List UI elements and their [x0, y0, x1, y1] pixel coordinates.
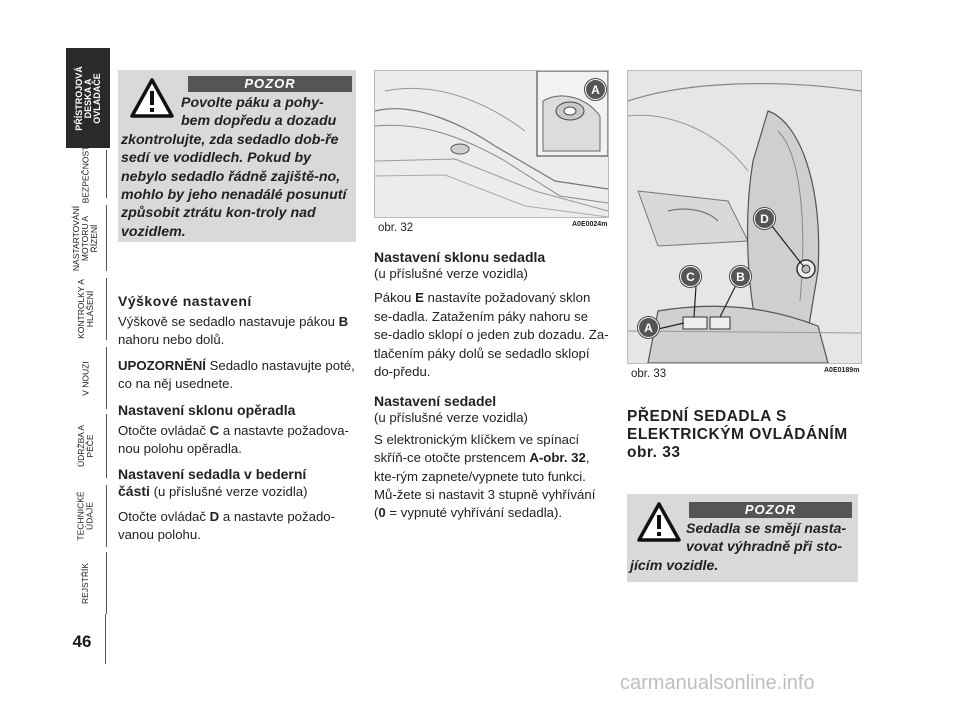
paragraph-heat-variant: (u příslušné verze vozidla) [374, 410, 528, 426]
section-title-line: obr. 33 [627, 444, 681, 461]
paragraph-note [118, 357, 358, 394]
figure-32 [374, 70, 609, 218]
tab-label: V NOUZI [80, 360, 91, 396]
callout-d: D [754, 208, 775, 229]
text: nahoru nebo dolů. [118, 332, 225, 348]
text: Otočte ovládač [118, 508, 210, 524]
watermark: carmanualsonline.info [620, 672, 815, 694]
chapter-sidebar [0, 0, 110, 709]
text: Výškově se sedadlo nastavuje pákou [118, 314, 339, 329]
tab-label: NASTARTOVÁNÍ MOTORU A ŘÍZENÍ [71, 205, 100, 271]
heading-seat-tilt: Nastavení sklonu sedadla [374, 249, 546, 265]
text: Pákou [374, 290, 416, 306]
left-column [118, 293, 358, 545]
warning-line: bem dopředu a dozadu [181, 113, 337, 130]
heading-seat-heating: Nastavení sedadel [374, 393, 497, 410]
tab-bezpecnost[interactable] [66, 145, 107, 203]
section-title [627, 408, 867, 462]
warning-line: Sedadla se smějí nasta- [686, 521, 847, 537]
tab-v-nouzi[interactable] [66, 347, 107, 409]
middle-column [374, 249, 610, 523]
paragraph-height [118, 313, 358, 350]
callout-a: A [585, 79, 606, 100]
figure-33-code: A0E0189m [824, 367, 860, 374]
callout-b: B [730, 266, 751, 287]
warning-line: zkontrolujte, zda sedadlo dob-ře sedí ve vodidlech. Pokud by nebylo sedadlo řádně zajiště-no, mohlo by jeho nenadálé posunutí způsobit ztrátu kon-troly nad vozidlem. [121, 131, 347, 240]
tab-label: KONTROLKY A HLÁŠENÍ [76, 279, 95, 339]
heading-height: Výškové nastavení [118, 293, 252, 309]
note-label: UPOZORNĚNÍ [118, 357, 206, 373]
key-d: D [209, 508, 220, 524]
figure-32-caption: obr. 32 [378, 222, 414, 234]
warning-line: vovat výhradně při sto- [686, 539, 843, 556]
key-c: C [209, 422, 220, 438]
warning-text [121, 94, 355, 241]
paragraph-heat [374, 431, 610, 523]
warning-line: jícím vozidle. [630, 557, 719, 574]
figure-33-caption: obr. 33 [631, 368, 667, 380]
key-b: B [338, 314, 349, 329]
text: Otočte ovládač [118, 422, 210, 438]
text: , kte-rým zapnete/vypnete tuto funkci. Mů-žete si nastavit 3 stupně vyhřívání ( [374, 450, 596, 521]
tab-udrzba[interactable] [66, 414, 107, 478]
text: = vypnuté vyhřívání sedadla). [385, 505, 563, 521]
heading-lumbar-cont: části [118, 483, 150, 500]
heading-backrest: Nastavení sklonu opěradla [118, 401, 296, 418]
text: S elektronickým klíčkem ve spínací skříň-ce otočte prstencem [374, 431, 580, 466]
warning-box [118, 70, 356, 242]
tab-label: BEZPEČNOST [80, 145, 91, 203]
seat-lever-illustration [375, 71, 608, 217]
paragraph-tilt [374, 289, 610, 381]
page-number: 46 [72, 632, 92, 651]
warning-text [630, 520, 858, 575]
heading-lumbar: Nastavení sedadla v bederní [118, 466, 307, 483]
paragraph-lumbar [118, 508, 358, 545]
tab-nastartovani[interactable] [66, 205, 107, 271]
tab-label: TECHNICKÉ ÚDAJE [76, 491, 95, 541]
tab-label: REJSTŘÍK [80, 562, 91, 604]
text: nastavíte požadovaný sklon se-dadla. Zatažením páky nahoru se se-dadlo sklopí o jeden zub dozadu. Za-tlačením páky dolů se sedadlo sklopí do-předu. [374, 290, 609, 380]
paragraph-backrest [118, 422, 358, 459]
text: (u příslušné verze vozidla) [149, 484, 308, 500]
text: a nastavte požado-vanou polohu. [118, 508, 336, 543]
electric-seat-illustration [628, 71, 861, 363]
section-title-line: ELEKTRICKÝM OVLÁDÁNÍM [627, 426, 848, 443]
callout-a: A [638, 317, 659, 338]
warning-title: POZOR [188, 76, 352, 92]
figure-reference: A-obr. 32 [529, 450, 586, 466]
figure-32-code: A0E0024m [572, 221, 608, 228]
callout-c: C [680, 266, 701, 287]
tab-pristrojova-deska[interactable] [66, 48, 110, 148]
tab-label: ÚDRŽBA A PÉČE [76, 424, 96, 468]
tab-rejstrik[interactable] [66, 552, 107, 614]
warning-title: POZOR [689, 502, 852, 518]
tab-label: PŘÍSTROJOVÁ DESKA A OVLADAČE [73, 65, 102, 131]
tab-technicke-udaje[interactable] [66, 485, 107, 547]
key-e: E [415, 290, 424, 306]
paragraph-tilt-variant: (u příslušné verze vozidla) [374, 266, 528, 281]
key-zero: 0 [378, 505, 386, 521]
figure-33 [627, 70, 862, 364]
warning-line: Povolte páku a pohy- [181, 95, 324, 111]
paragraph-lumbar-variant [118, 482, 358, 501]
tab-kontrolky[interactable] [66, 278, 107, 340]
warning-box [627, 494, 858, 582]
text: Sedadlo nastavujte poté, co na něj usednete. [118, 357, 355, 392]
section-title-line: PŘEDNÍ SEDADLA S [627, 408, 787, 425]
text: a nastavte požadova-nou polohu opěradla. [118, 422, 349, 457]
